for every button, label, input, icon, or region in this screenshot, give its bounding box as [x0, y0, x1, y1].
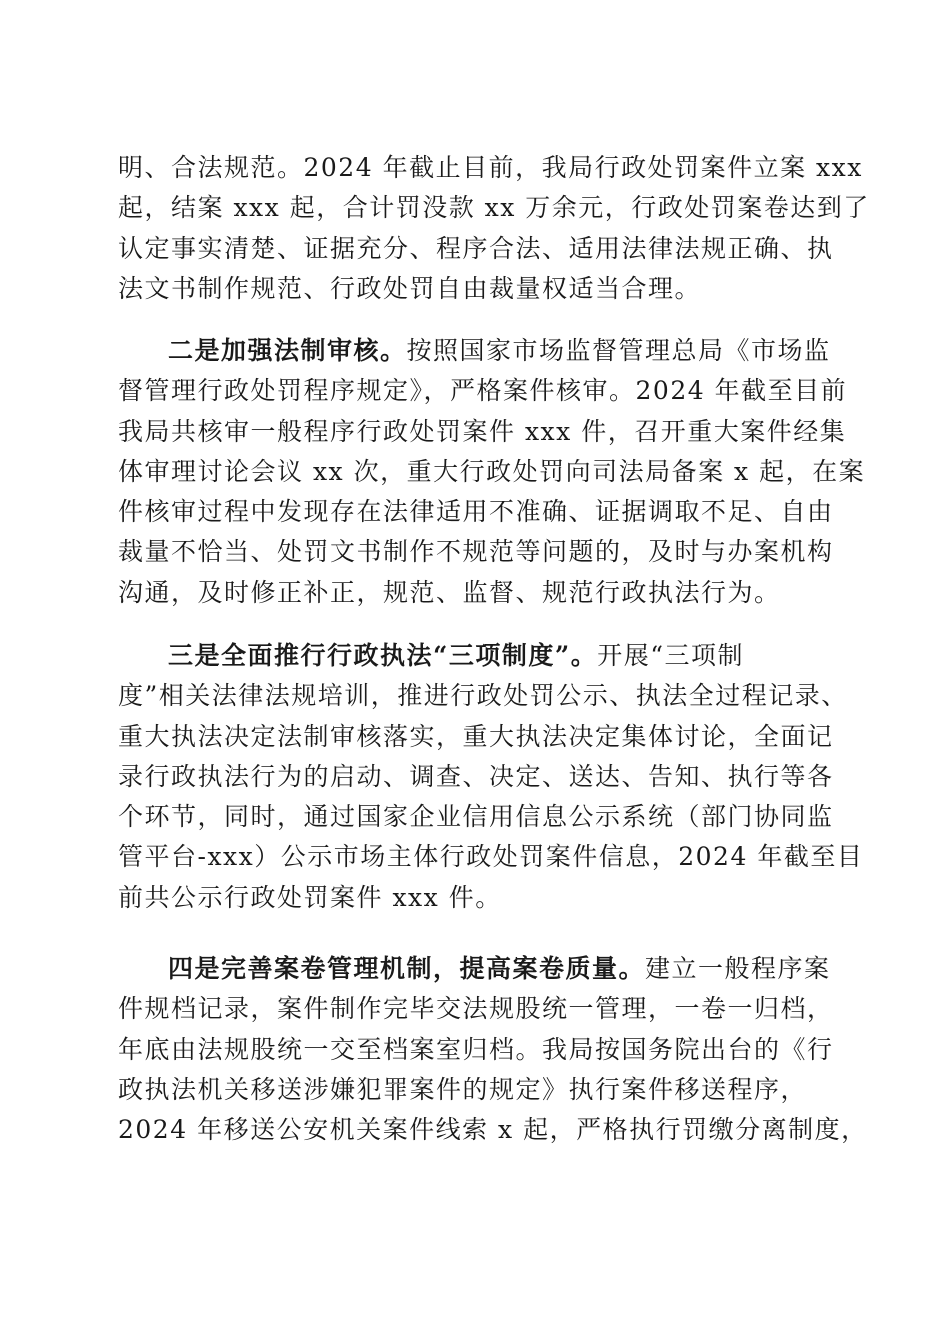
paragraph-heading: 二是加强法制审核。: [168, 336, 407, 365]
text-line: 个环节，同时，通过国家企业信用信息公示系统（部门协同监: [118, 802, 834, 832]
text-line: 认定事实清楚、证据充分、程序合法、适用法律法规正确、执: [118, 233, 834, 263]
text-line: 体审理讨论会议 xx 次，重大行政处罚向司法局备案 x 起，在案: [118, 456, 866, 486]
text-line: 件核审过程中发现存在法律适用不准确、证据调取不足、自由: [118, 497, 834, 527]
text-line: 起，结案 xxx 起，合计罚没款 xx 万余元，行政处罚案卷达到了: [118, 193, 870, 223]
paragraph-legal-review: [118, 331, 866, 613]
text-line: 裁量不恰当、处罚文书制作不规范等问题的，及时与办案机构: [118, 537, 834, 567]
paragraph-heading: 四是完善案卷管理机制，提高案卷质量。: [168, 954, 646, 983]
paragraph-text: 按照国家市场监督管理总局《市场监: [406, 336, 831, 365]
text-line: 我局共核审一般程序行政处罚案件 xxx 件，召开重大案件经集: [118, 416, 847, 446]
text-line: 沟通，及时修正补正，规范、监督、规范行政执法行为。: [118, 577, 781, 607]
text-line: 重大执法决定法制审核落实，重大执法决定集体讨论，全面记: [118, 721, 834, 751]
paragraph-text: 建立一般程序案: [645, 954, 831, 983]
text-line: [118, 949, 832, 989]
text-line: 管平台-xxx）公示市场主体行政处罚案件信息，2024 年截至目: [118, 842, 864, 872]
text-line: 法文书制作规范、行政处罚自由裁量权适当合理。: [118, 273, 702, 303]
text-line: [118, 331, 832, 371]
text-line: 2024 年移送公安机关案件线索 x 起，严格执行罚缴分离制度，: [118, 1115, 868, 1145]
text-line: [118, 636, 832, 676]
text-line: 年底由法规股统一交至档案室归档。我局按国务院出台的《行: [118, 1034, 834, 1064]
text-line: 督管理行政处罚程序规定》，严格案件核审。2024 年截至目前: [118, 376, 848, 406]
paragraph-case-files: [118, 949, 868, 1150]
paragraph-continuation: [118, 148, 870, 309]
text-line: 明、合法规范。2024 年截止目前，我局行政处罚案件立案 xxx: [118, 153, 863, 182]
paragraph-heading: 三是全面推行行政执法“三项制度”。: [168, 641, 598, 670]
text-line: 政执法机关移送涉嫌犯罪案件的规定》执行案件移送程序，: [118, 1074, 808, 1104]
text-line: 录行政执法行为的启动、调查、决定、送达、告知、执行等各: [118, 761, 834, 791]
paragraph-text: 开展“三项制: [597, 641, 745, 670]
text-line: 度”相关法律法规培训，推进行政处罚公示、执法全过程记录、: [118, 681, 848, 711]
paragraph-three-systems: [118, 636, 864, 918]
text-line: 件规档记录，案件制作完毕交法规股统一管理，一卷一归档，: [118, 994, 834, 1024]
text-line: 前共公示行政处罚案件 xxx 件。: [118, 882, 502, 912]
